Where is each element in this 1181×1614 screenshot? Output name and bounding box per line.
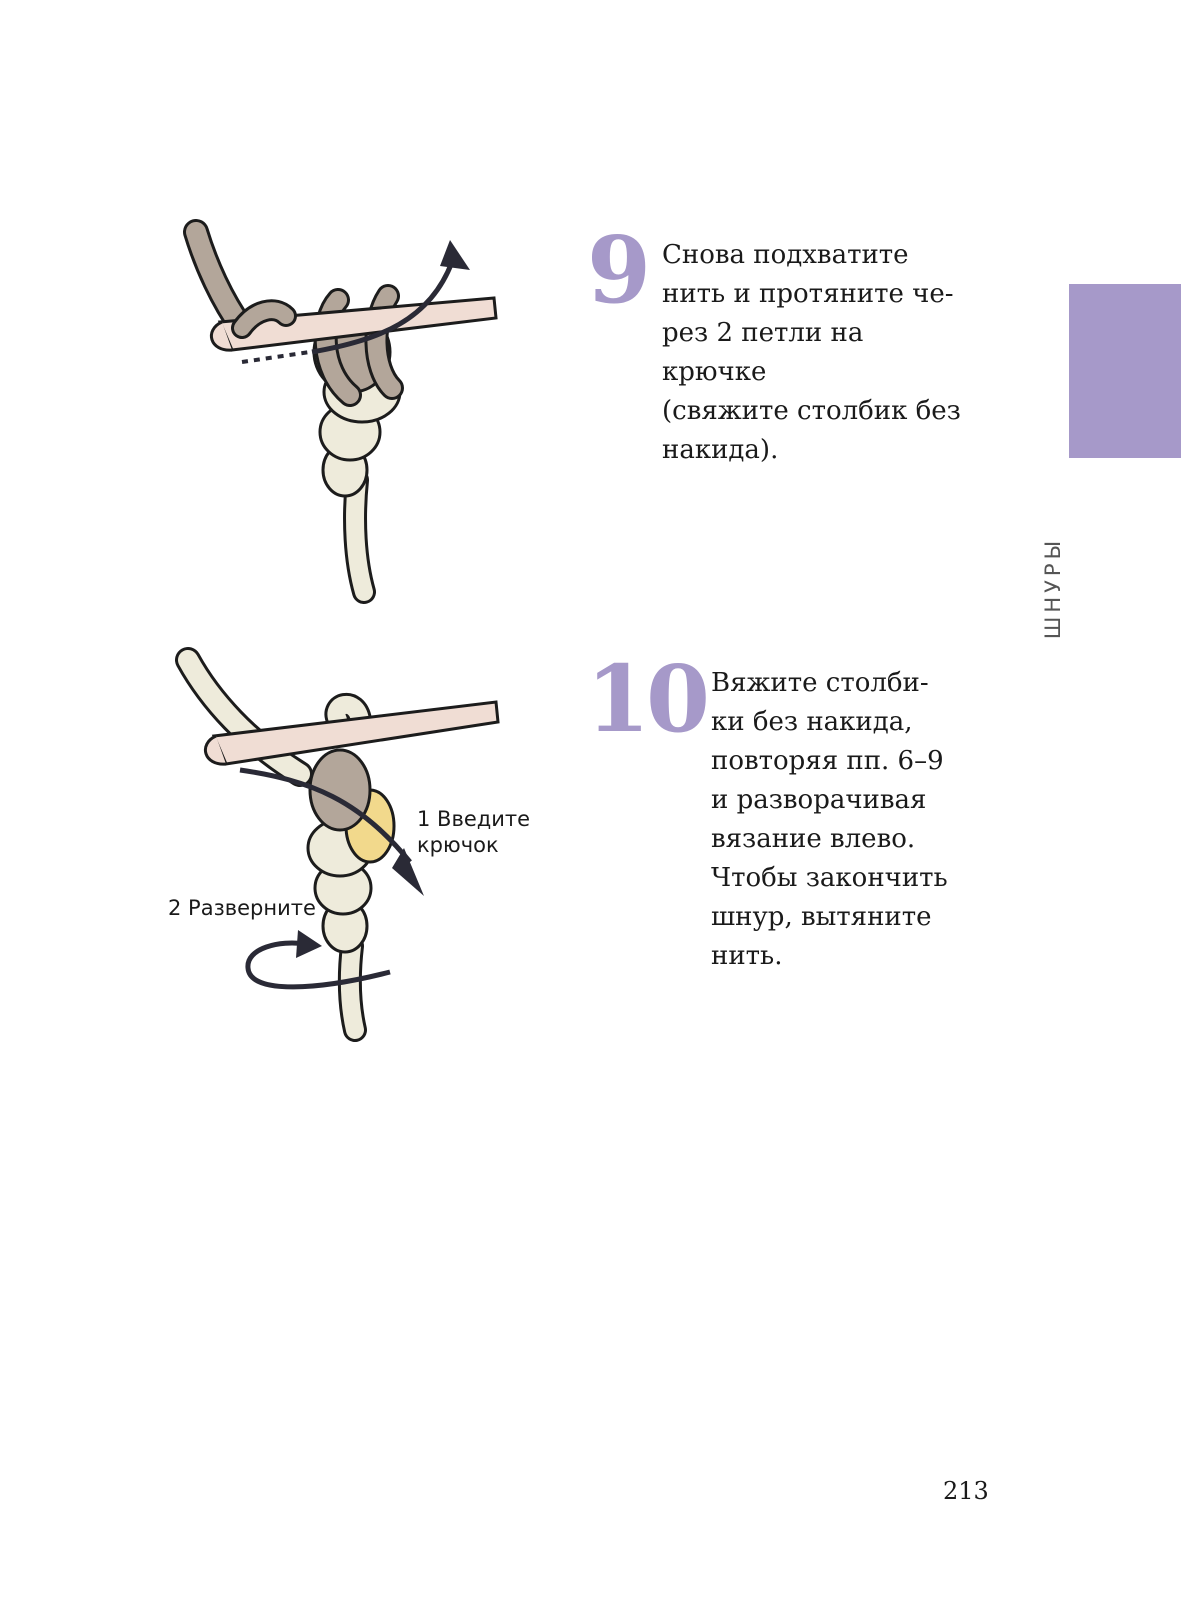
step-10-text: Вяжите столби- ки без накида, повторяя пп. 6–9 и разворачивая вязание влево. Чтобы закончить шнур, вытяните нить. <box>711 668 948 971</box>
step-9-text: Снова подхватите нить и протяните че- рез 2 петли на крючке (свяжите столбик без накида). <box>662 240 961 465</box>
section-tab <box>1069 284 1181 458</box>
insert-hook-label: 1 Введите крючок <box>417 807 531 857</box>
turn-work-label: 2 Разверните <box>168 896 316 920</box>
step-9-number: 9 <box>587 216 652 324</box>
step-10-illustration <box>0 0 520 1050</box>
page-number: 213 <box>943 1477 989 1505</box>
section-label: ШНУРЫ <box>1041 536 1065 640</box>
step-10-number: 10 <box>586 645 707 753</box>
